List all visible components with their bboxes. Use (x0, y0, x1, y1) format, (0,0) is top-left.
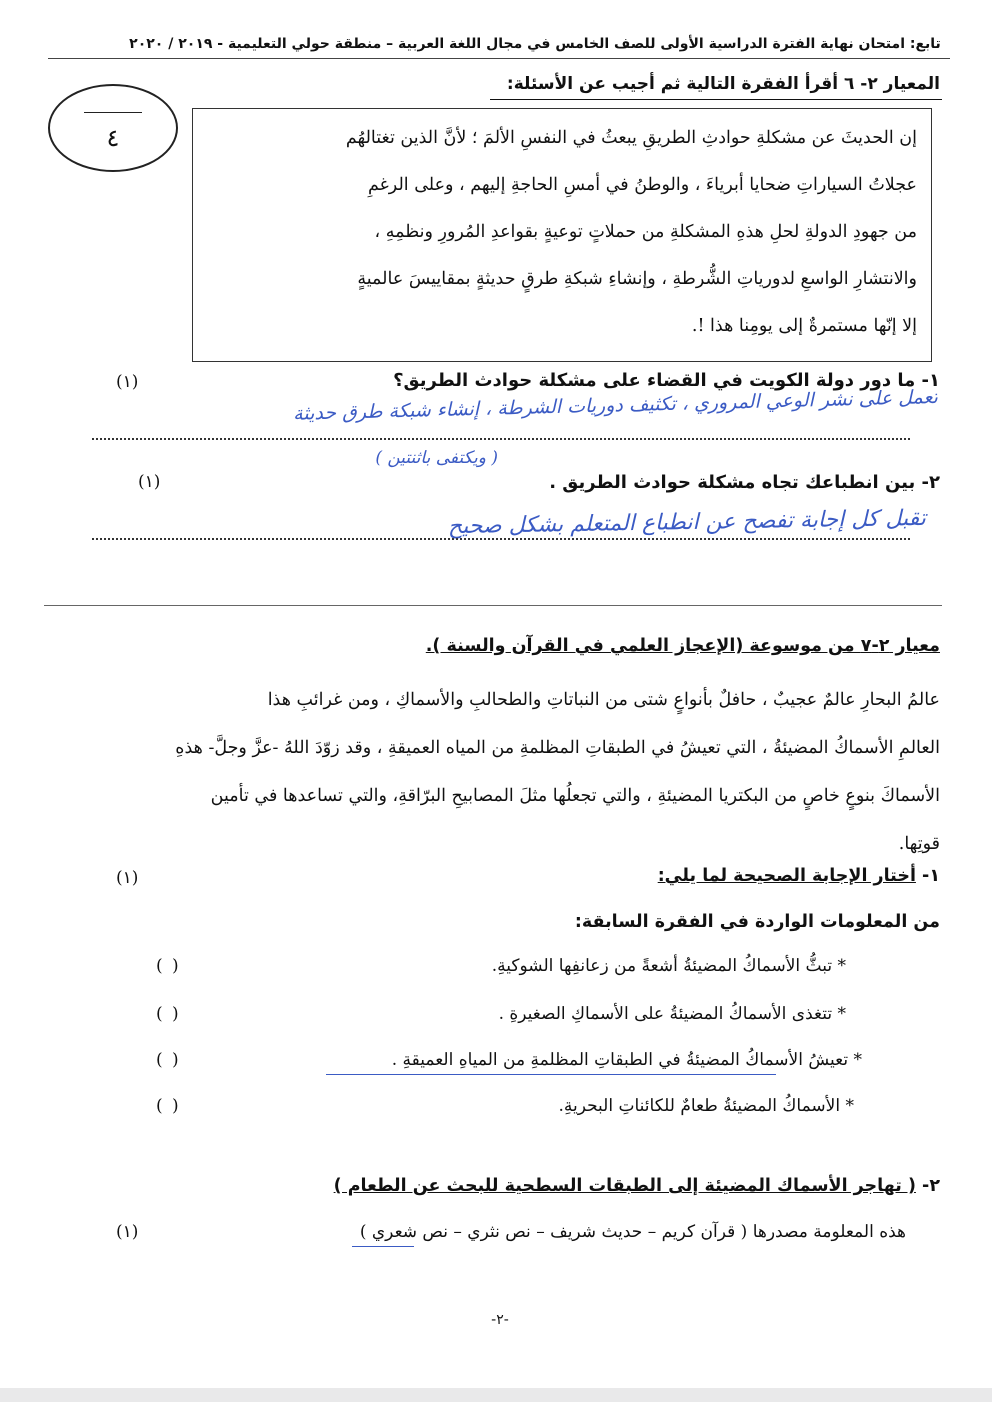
score-value: ٤ (106, 124, 120, 152)
passage-box (192, 108, 932, 362)
question-1-points: (١) (116, 372, 139, 392)
section-divider (44, 605, 942, 606)
passage-line: والانتشارِ الواسعِ لدورياتِ الشُّرطةِ ، وإنشاءِ شبكةِ طرقٍ حديثةٍ بمقاييسَ عالميةٍ (357, 269, 917, 289)
section2-q2-points: (١) (116, 1222, 139, 1242)
section1-title-underline (490, 99, 942, 100)
header-divider (48, 58, 950, 59)
handwritten-answer-2: تقبل كل إجابة تفصح عن انطباع المتعلم بشكل صحيح (447, 505, 927, 540)
paragraph-line: الأسماكَ بنوعٍ خاصٍ من البكتريا المضيئةِ ، والتي تجعلُها مثلَ المصابيحِ البرّاقةِ، والتي تساعدها في تأمين (210, 786, 940, 806)
option-1-answer-box[interactable]: ( ) (156, 956, 181, 976)
handwritten-answer-1: تعمل على نشر الوعي المروري ، تكثيف دوريات الشرطة ، إنشاء شبكة طرق حديثة (292, 385, 939, 425)
score-fraction-bar (84, 112, 142, 113)
section2-q1-subtitle: من المعلومات الواردة في الفقرة السابقة: (574, 912, 940, 932)
section2-q2 (334, 1176, 940, 1196)
section2-q2-statement: ( تهاجر الأسماك المضيئة إلى الطبقات السطحية للبحث عن الطعام ) (333, 1176, 916, 1196)
option-3: * تعيشُ الأسماكُ المضيئةُ في الطبقاتِ المظلمةِ من المياهِ العميقةِ . (391, 1050, 862, 1070)
answer-line-1[interactable] (92, 438, 910, 440)
option-3-answer-box[interactable]: ( ) (156, 1050, 181, 1070)
section2-q1-instruction: أختار الإجابة الصحيحة لما يلي: (657, 866, 916, 886)
scan-bottom-edge (0, 1388, 992, 1402)
section2-q2-number: ٢- (922, 1176, 940, 1196)
section2-q1-number: ١- (922, 866, 940, 886)
passage-line: عجلاتُ السياراتِ ضحايا أبرياءَ ، والوطنُ في أمسِ الحاجةِ إليهم ، وعلى الرغمِ (368, 175, 917, 195)
section1-title: المعيار ٢- ٦ أقرأ الفقرة التالية ثم أجيب عن الأسئلة: (506, 74, 940, 94)
option-3-pen-underline (326, 1074, 776, 1075)
option-1: * تبثُّ الأسماكُ المضيئةُ أشعةً من زعانفِها الشوكيةِ. (491, 956, 846, 976)
option-4: * الأسماكُ المضيئةُ طعامٌ للكائناتِ البحريةِ. (558, 1096, 854, 1116)
section2-q2-text: هذه المعلومة مصدرها ( قرآن كريم – حديث شريف – نص نثري – نص شعري ) (359, 1222, 906, 1242)
passage-line: إن الحديثَ عن مشكلةِ حوادثِ الطريقِ يبعثُ في النفسِ الألمَ ؛ لأنَّ الذين تغتالهُم (345, 128, 917, 148)
paragraph-line: قوتِها. (898, 834, 940, 854)
section2-q2-pen-underline (352, 1246, 414, 1247)
option-2-answer-box[interactable]: ( ) (156, 1004, 181, 1024)
answer-line-2[interactable] (92, 538, 910, 540)
section2-title: معيار ٢-٧ من موسوعة (الإعجاز العلمي في القرآن والسنة ). (425, 636, 940, 656)
passage-line: من جهودِ الدولةِ لحلِ هذهِ المشكلةِ من حملاتٍ توعيةٍ بقواعدِ المُرورِ ونظمِهِ ، (374, 222, 917, 242)
page-number: -٢- (491, 1312, 509, 1328)
exam-header: تابع: امتحان نهاية الفترة الدراسية الأولى للصف الخامس في مجال اللغة العربية – منطقة حولي التعليمية - ٢٠١٩ / ٢٠٢٠ (129, 36, 941, 52)
option-4-answer-box[interactable]: ( ) (156, 1096, 181, 1116)
handwritten-note-1: ( ويكتفى باثنتين ) (375, 448, 498, 468)
paragraph-line: عالمُ البحارِ عالمٌ عجيبٌ ، حافلٌ بأنواعٍ شتى من النباتاتِ والطحالبِ والأسماكِ ، ومن غرائبِ هذا (267, 690, 940, 710)
passage-line: إلا إنّها مستمرةٌ إلى يومِنا هذا !. (691, 316, 917, 336)
question-2-points: (١) (138, 472, 161, 492)
question-2-text: ٢- بين انطباعك تجاه مشكلة حوادث الطريق . (549, 472, 940, 493)
question-1-text: ١- ما دور دولة الكويت في القضاء على مشكلة حوادث الطريق؟ (393, 370, 940, 391)
section2-paragraph (46, 676, 940, 868)
paragraph-line: العالمِ الأسماكُ المضيئةُ ، التي تعيشُ في الطبقاتِ المظلمةِ من المياه العميقةِ ، وقد زوّدَ اللهُ -عزَّ وجلَّ- هذهِ (175, 738, 940, 758)
score-circle (48, 84, 178, 172)
option-2: * تتغذى الأسماكُ المضيئةُ على الأسماكِ الصغيرةِ . (498, 1004, 846, 1024)
section2-q1-points: (١) (116, 868, 139, 888)
section2-q1 (658, 866, 940, 886)
